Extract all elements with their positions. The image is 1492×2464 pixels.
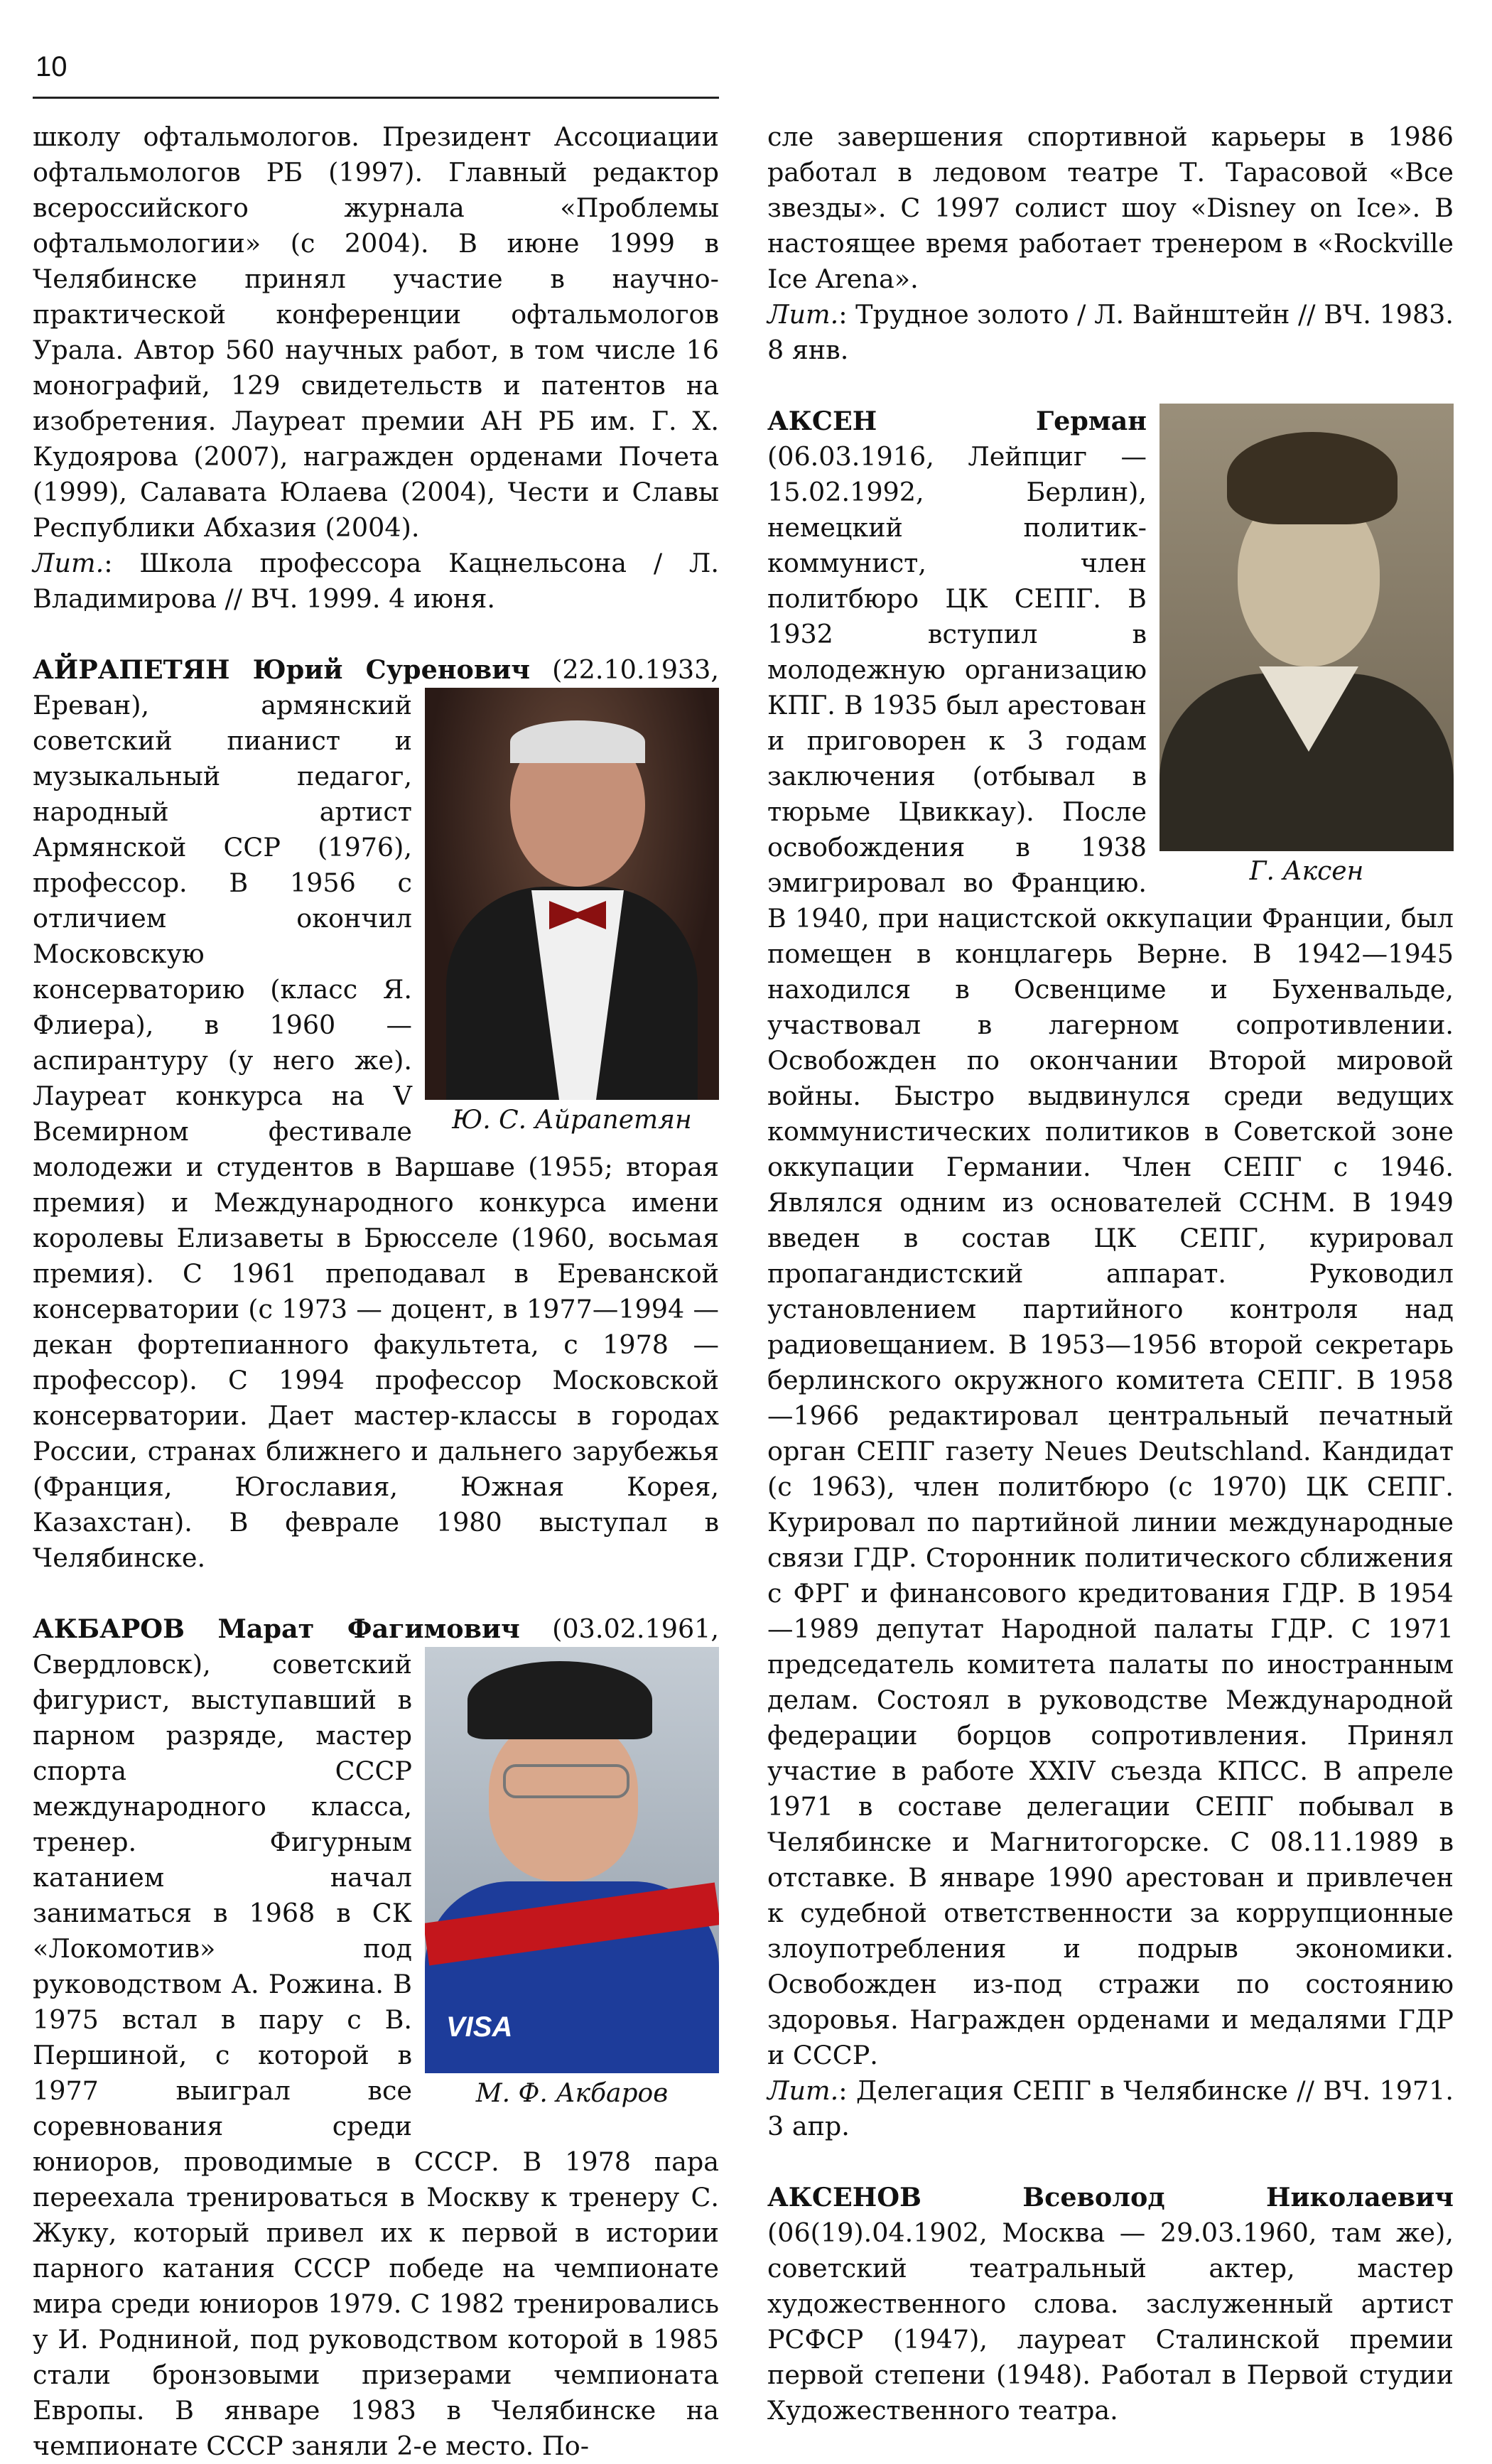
lit-text: : Школа профессора Кацнельсона / Л. Владимирова // ВЧ. 1999. 4 июня. <box>33 548 719 614</box>
figure-akbarov <box>425 1647 719 2112</box>
entry-text: (03.02.1961, Свердловск), советский фигурист, выступавший в парном разряде, мастер спорта СССР международного класса, тренер. Фигурным катанием начал заниматься в 1968 в СК «Локомотив» под руководством А. Рожина. В 1975 встал в пару с В. Першиной, с которой в 1977 выиграл все соревнования среди юниоров, проводимые в СССР. В 1978 пара переехала тренироваться в Москву к тренеру С. Жуку, который привел их к первой в истории парного катания СССР победе на чемпионате мира среди юниоров 1979. С 1982 тренировались у И. Родниной, под руководством которой в 1985 стали бронзовыми призерами чемпионата Европы. В январе 1983 в Челябинске на чемпионате СССР заняли 2-е место. По- <box>33 1614 719 2461</box>
entry-text: школу офтальмологов. Президент Ассоциации офтальмологов РБ (1997). Главный редактор всероссийского журнала «Проблемы офтальмологии» (с 2004). В июне 1999 в Челябинске принял участие в научно-практической конференции офтальмологов Урала. Автор 560 научных работ, в том числе 16 монографий, 129 свидетельств и патентов на изобретения. Лауреат премии АН РБ им. Г. Х. Кудоярова (2007), награжден орденами Почета (1999), Салавата Юлаева (2004), Чести и Славы Республики Абхазия (2004). <box>33 121 719 543</box>
figure-aksen <box>1159 404 1454 890</box>
page-number: 10 <box>36 51 67 82</box>
figure-ayrapetyan <box>425 688 719 1138</box>
lit-text: : Трудное золото / Л. Вайнштейн // ВЧ. 1983. 8 янв. <box>767 299 1454 365</box>
entry-text: (06(19).04.1902, Москва — 29.03.1960, там же), советский театральный актер, мастер художественного слова. заслуженный артист РСФСР (1947), лауреат Сталинской премии первой степени (1948). Работал в Первой студии Художественного театра. <box>767 2217 1454 2426</box>
left-column <box>33 119 719 2464</box>
entry-aksenov <box>767 2180 1454 2428</box>
photo-caption: Ю. С. Айрапетян <box>452 1106 692 1135</box>
photo-caption: Г. Аксен <box>1249 857 1364 886</box>
entry-name: АКСЕНОВ Всеволод Николаевич <box>767 2182 1454 2212</box>
jacket-logo-text: VISA <box>446 2011 513 2043</box>
literature-ref <box>767 297 1454 368</box>
entry-continuation <box>767 119 1454 297</box>
entry-ayrapetyan <box>33 652 719 1576</box>
literature-ref <box>33 546 719 617</box>
entry-text: (22.10.1933, Ереван), армянский советский пианист и музыкальный педагог, народный артист Армянской ССР (1976), профессор. В 1956 с отличием окончил Московскую консерваторию (класс Я. Флиера), в 1960 — аспирантуру (у него же). Лауреат конкурса на V Всемирном фестивале молодежи и студентов в Варшаве (1955; вторая премия) и Международного конкурса имени королевы Елизаветы в Брюсселе (1960, восьмая премия). С 1961 преподавал в Ереванской консерватории (с 1973 — доцент, в 1977—1994 — декан фортепианного факультета, с 1978 — профессор). С 1994 профессор Московской консерватории. Дает мастер-классы в городах России, странах ближнего и дальнего зарубежья (Франция, Югославия, Южная Корея, Казахстан). В феврале 1980 выступал в Челябинске. <box>33 654 719 1573</box>
entry-name: АКБАРОВ Марат Фагимович <box>33 1614 520 1644</box>
lit-label: Лит. <box>33 548 104 578</box>
portrait-photo <box>425 1647 719 2073</box>
entry-continuation <box>33 119 719 546</box>
entry-akbarov <box>33 1611 719 2464</box>
entry-text: (06.03.1916, Лейпциг — 15.02.1992, Берлин), немецкий политик-коммунист, член политбюро ЦК СЕПГ. В 1932 вступил в молодежную организацию КПГ. В 1935 был арестован и приговорен к 3 годам заключения (отбывал в тюрьме Цвиккау). После освобождения в 1938 эмигрировал во Францию. В 1940, при нацистской оккупации Франции, был помещен в концлагерь Верне. В 1942—1945 находился в Освенциме и Бухенвальде, участвовал в лагерном сопротивлении. Освобожден по окончании Второй мировой войны. Быстро выдвинулся среди ведущих коммунистических политиков в Советской зоне оккупации Германии. Член СЕПГ с 1946. Являлся одним из основателей ССНМ. В 1949 введен в состав ЦК СЕПГ, курировал пропагандистский аппарат. Руководил установлением партийного контроля над радиовещанием. В 1953—1956 второй секретарь берлинского окружного комитета СЕПГ. В 1958—1966 редактировал центральный печатный орган СЕПГ газету Neues Deutschland. Кандидат (с 1963), член политбюро (с 1970) ЦК СЕПГ. Курировал по партийной линии международные связи ГДР. Сторонник политического сближения с ФРГ и финансового кредитования ГДР. В 1954—1989 депутат Народной палаты ГДР. С 1971 председатель комитета палаты по иностранным делам. Состоял в руководстве Международной федерации борцов сопротивления. Принял участие в работе XXIV съезда КПСС. В апреле 1971 в составе делегации СЕПГ побывал в Челябинске и Магнитогорске. С 08.11.1989 в отставке. В январе 1990 арестован и привлечен к судебной ответственности за коррупционные злоупотребления и подрыв экономики. Освобожден из-под стражи по состоянию здоровья. Награжден орденами и медалями ГДР и СССР. <box>767 441 1454 2070</box>
entry-name: АКСЕН Герман <box>767 406 1147 436</box>
entry-aksen <box>767 404 1454 2073</box>
literature-ref <box>767 2073 1454 2144</box>
lit-text: : Делегация СЕПГ в Челябинске // ВЧ. 1971. 3 апр. <box>767 2075 1454 2141</box>
entry-text: сле завершения спортивной карьеры в 1986 работал в ледовом театре Т. Тарасовой «Все звезды». С 1997 солист шоу «Disney on Ice». В настоящее время работает тренером в «Rockville Ice Arena». <box>767 121 1454 294</box>
lit-label: Лит. <box>767 299 839 330</box>
entry-name: АЙРАПЕТЯН Юрий Суренович <box>33 654 531 685</box>
portrait-photo <box>1159 404 1454 851</box>
header-rule <box>33 97 719 99</box>
portrait-photo <box>425 688 719 1100</box>
photo-caption: М. Ф. Акбаров <box>475 2079 669 2108</box>
right-column <box>767 119 1454 2428</box>
lit-label: Лит. <box>767 2075 839 2106</box>
